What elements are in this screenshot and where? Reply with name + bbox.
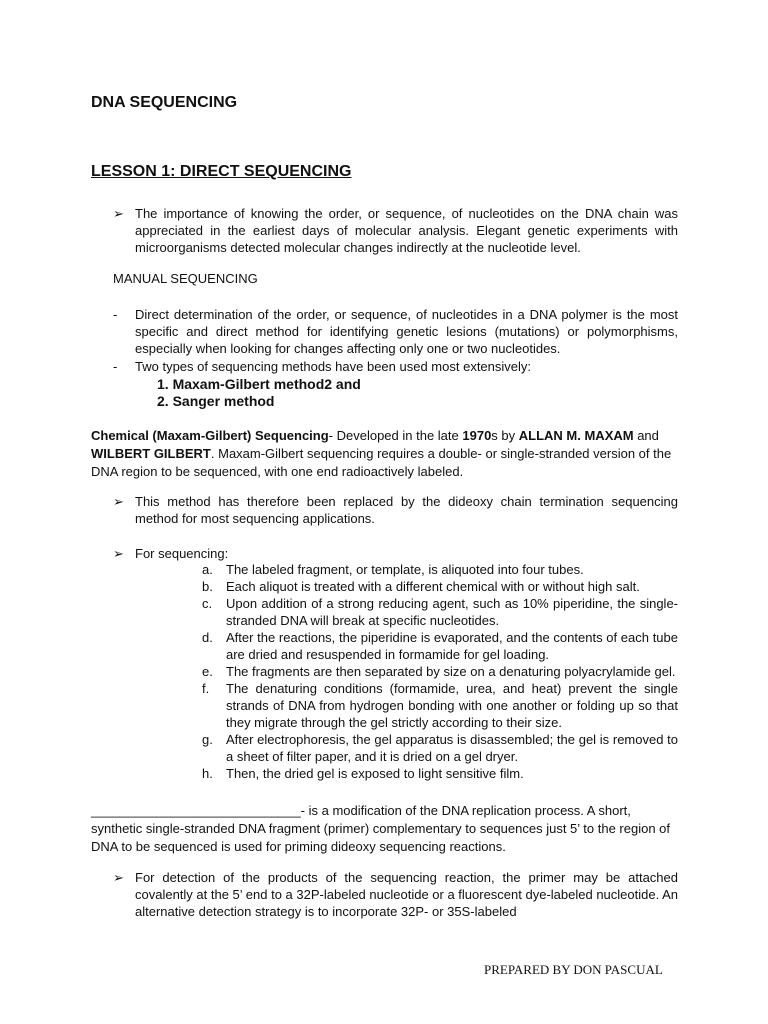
dash-item [113, 358, 678, 375]
list-item [202, 629, 678, 663]
for-sequencing-text: For sequencing: [135, 546, 229, 561]
year-text: 1970 [462, 428, 492, 443]
chemical-lead: Chemical (Maxam-Gilbert) Sequencing [91, 428, 329, 443]
replaced-bullet [113, 493, 678, 527]
for-sequencing-bullet [113, 545, 678, 562]
step-text: After electrophoresis, the gel apparatus is disassembled; the gel is removed to a sheet of filter paper, and it is dried on a gel dryer. [226, 732, 678, 764]
step-label: b. [202, 579, 213, 594]
dash-bullet-icon: - [113, 307, 118, 322]
list-item [202, 578, 678, 595]
arrow-bullet-icon: ➢ [113, 870, 124, 885]
step-text: The labeled fragment, or template, is aliquoted into four tubes. [226, 562, 584, 577]
step-label: a. [202, 562, 213, 577]
lesson-heading: LESSON 1: DIRECT SEQUENCING [91, 163, 352, 180]
step-label: f. [202, 681, 210, 696]
step-label: d. [202, 630, 213, 645]
para-text: s by [491, 428, 519, 443]
step-label: h. [202, 766, 213, 781]
list-item [202, 663, 678, 680]
method-item: 1. Maxam-Gilbert method2 and [157, 376, 361, 392]
para-text: and [633, 428, 659, 443]
dash-item-text: Two types of sequencing methods have been used most extensively: [135, 359, 532, 374]
chemical-sequencing-paragraph [91, 427, 681, 481]
methods-list [157, 376, 361, 410]
list-item [202, 595, 678, 629]
sanger-blank-paragraph: _____________________________- is a modification of the DNA replication process. A short, synthetic single-stranded DNA fragment (primer) complementary to sequences just 5’ to the region of DNA to be sequenced is used for priming dideoxy sequencing reactions. [91, 803, 671, 854]
step-text: The fragments are then separated by size on a denaturing polyacrylamide gel. [226, 664, 676, 679]
step-text: The denaturing conditions (formamide, urea, and heat) prevent the single strands of DNA from hydrogen bonding with one another or folding up so that they migrate through the gel strictly according to their size. [226, 681, 678, 730]
list-item [202, 561, 678, 578]
arrow-bullet-icon: ➢ [113, 546, 124, 561]
step-text: Each aliquot is treated with a different chemical with or without high salt. [226, 579, 640, 594]
intro-bullet-text: The importance of knowing the order, or sequence, of nucleotides on the DNA chain was appreciated in the earliest days of molecular analysis. Elegant genetic experiments with microorganisms detected molecular changes indirectly at the nucleotide level. [135, 206, 678, 255]
step-label: c. [202, 596, 213, 611]
arrow-bullet-icon: ➢ [113, 494, 124, 509]
detection-bullet-text: For detection of the products of the sequencing reaction, the primer may be attached covalently at the 5’ end to a 32P-labeled nucleotide or a fluorescent dye-labeled nucleotide. An alternative detection strategy is to incorporate 32P- or 35S-labeled [135, 870, 678, 919]
step-label: g. [202, 732, 213, 747]
page-title: DNA SEQUENCING [91, 94, 238, 111]
para-text: - Developed in the late [328, 428, 463, 443]
dash-item [113, 306, 678, 357]
step-text: After the reactions, the piperidine is evaporated, and the contents of each tube are dried and resuspended in formamide for gel loading. [226, 630, 678, 662]
list-item [202, 680, 678, 731]
para-text: . Maxam-Gilbert sequencing requires a double- or single-stranded version of the DNA region to be sequenced, with one end radioactively labeled. [91, 446, 672, 479]
step-label: e. [202, 664, 213, 679]
replaced-bullet-text: This method has therefore been replaced by the dideoxy chain termination sequencing method for most sequencing applications. [135, 494, 678, 526]
method-item: 2. Sanger method [157, 393, 275, 409]
detection-bullet [113, 869, 678, 920]
author-name: WILBERT GILBERT [91, 446, 211, 461]
step-text: Then, the dried gel is exposed to light sensitive film. [226, 766, 524, 781]
dash-bullet-icon: - [113, 359, 118, 374]
footer-credit: PREPARED BY DON PASCUAL [484, 962, 663, 977]
arrow-bullet-icon: ➢ [113, 206, 124, 221]
intro-bullet [113, 205, 678, 256]
author-name: ALLAN M. MAXAM [518, 428, 634, 443]
list-item [202, 765, 678, 782]
manual-sequencing-heading: MANUAL SEQUENCING [113, 271, 258, 286]
step-text: Upon addition of a strong reducing agent, such as 10% piperidine, the single-stranded DNA will break at specific nucleotides. [226, 596, 678, 628]
dash-item-text: Direct determination of the order, or sequence, of nucleotides in a DNA polymer is the most specific and direct method for identifying genetic lesions (mutations) or polymorphisms, especially when looking for changes affecting only one or two nucleotides. [135, 307, 678, 356]
list-item [202, 731, 678, 765]
steps-list [202, 561, 678, 782]
